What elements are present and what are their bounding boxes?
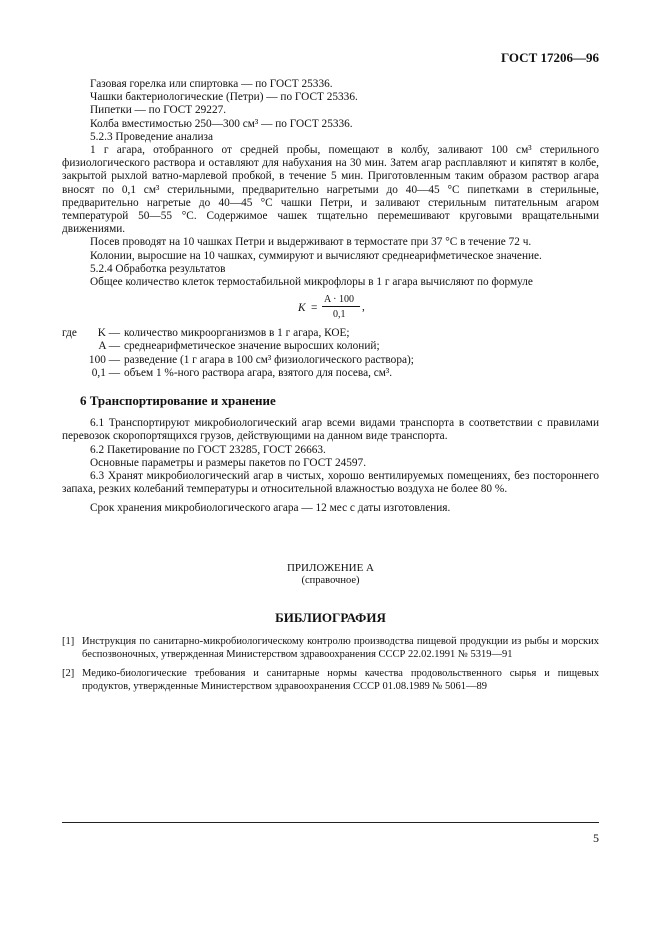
formula-denominator: 0,1: [333, 309, 346, 321]
paragraph-incubation: Посев проводят на 10 чашках Петри и выдерживают в термостате при 37 °С в течение 72 ч.: [90, 236, 532, 249]
footer-rule: [62, 822, 599, 823]
subsection-heading-5-2-3: 5.2.3 Проведение анализа: [90, 130, 214, 143]
equipment-line-3: Пипетки — по ГОСТ 29227.: [90, 104, 227, 117]
legend-symbol: 0,1 —: [91, 366, 120, 379]
paragraph-6-1: 6.1 Транспортируют микробиологический агар всеми видами транспорта в соответствии с правилами перевозок скоропортящихся грузов, действующими на данном виде транспорта.: [62, 417, 599, 443]
legend-text: среднеарифметическое значение выросших колоний;: [124, 340, 380, 353]
legend-symbol: 100 —: [88, 353, 120, 366]
formula-legend: [62, 327, 599, 380]
legend-text: количество микроорганизмов в 1 г агара, КОЕ;: [124, 327, 350, 340]
legend-text: объем 1 %-ного раствора агара, взятого для посева, см³.: [124, 366, 393, 379]
formula: [62, 293, 599, 323]
legend-text: разведение (1 г агара в 100 см³ физиологического раствора);: [124, 353, 414, 366]
page-content: [62, 78, 599, 700]
legend-row: [62, 340, 599, 353]
formula-trailing-comma: ,: [362, 301, 365, 314]
legend-row: где K — количество микроорганизмов в 1 г агара, КОЕ;: [62, 327, 350, 340]
formula-lhs: K: [298, 302, 306, 315]
page-number: 5: [593, 831, 599, 845]
legend-row: [62, 354, 599, 367]
equipment-line-1: Газовая горелка или спиртовка — по ГОСТ 25336.: [90, 78, 333, 90]
bibliography-item: [62, 668, 599, 693]
appendix-title: ПРИЛОЖЕНИЕ А: [286, 561, 374, 574]
formula-equals: =: [311, 302, 318, 315]
paragraph-formula-intro: Общее количество клеток термостабильной микрофлоры в 1 г агара вычисляют по формуле: [90, 276, 533, 289]
appendix-subtitle: (справочное): [301, 574, 360, 586]
bibliography-item-number: [1]: [62, 636, 75, 648]
paragraph-6-2: 6.2 Пакетирование по ГОСТ 23285, ГОСТ 26663.: [90, 443, 326, 456]
paragraph-6-3: 6.3 Хранят микробиологический агар в чистых, хорошо вентилируемых помещениях, без постороннего запаха, резких колебаний температуры и относительной влажностью воздуха не более 80 %.: [62, 470, 599, 496]
bibliography-item: [62, 636, 599, 661]
legend-row: [62, 367, 599, 380]
legend-symbol: K —: [97, 327, 120, 340]
formula-fraction-bar: [322, 306, 360, 307]
paragraph-analysis: 1 г агара, отобранного от средней пробы, помещают в колбу, заливают 100 см³ стерильного физиологического раствора и оставляют для набухания на 30 мин. Затем агар расплавляют и кипятят в колбе, закрытой рыхлой ватно-марлевой пробкой, в течение 5 мин. Приготовленным таким образом раствор агара вносят по 0,1 см³ стерильными, предварительно нагретыми до 40—45 °С пипетками в стерильные, предварительно нагретые до 40—45 °С чашки Петри, и заливают стерильным питательным агаром температурой 50—55 °С. Содержимое чашек тщательно перемешивают круговыми вращательными движениями.: [62, 144, 599, 236]
bibliography-item-number: [2]: [62, 668, 75, 680]
paragraph-colonies: Колонии, выросшие на 10 чашках, суммируют и вычисляют среднеарифметическое значение.: [90, 249, 542, 262]
subsection-heading-5-2-4: 5.2.4 Обработка результатов: [90, 262, 226, 275]
bibliography-item-text: Инструкция по санитарно-микробиологическому контролю производства пищевой продукции из рыбы и морских беспозвоночных, утвержденная Министерством здравоохранения СССР 22.02.1991 № 5319—91: [82, 636, 599, 660]
doc-header-code: ГОСТ 17206—96: [500, 50, 599, 65]
bibliography-item-text: Медико-биологические требования и санитарные нормы качества продовольственного сырья и пищевых продуктов, утвержденные Министерством здравоохранения СССР 01.08.1989 № 5061—89: [82, 668, 599, 692]
equipment-line-2: Чашки бактериологические (Петри) — по ГОСТ 25336.: [90, 91, 358, 104]
bibliography-title: БИБЛИОГРАФИЯ: [275, 609, 386, 625]
paragraph-package-params: Основные параметры и размеры пакетов по ГОСТ 24597.: [90, 456, 367, 469]
section-6-title: 6 Транспортирование и хранение: [80, 393, 276, 409]
formula-numerator: A · 100: [324, 294, 354, 306]
legend-symbol: A —: [98, 340, 120, 353]
equipment-line-4: Колба вместимостью 250—300 см³ — по ГОСТ 25336.: [90, 117, 353, 130]
paragraph-shelf-life: Срок хранения микробиологического агара — 12 мес с даты изготовления.: [90, 502, 451, 515]
